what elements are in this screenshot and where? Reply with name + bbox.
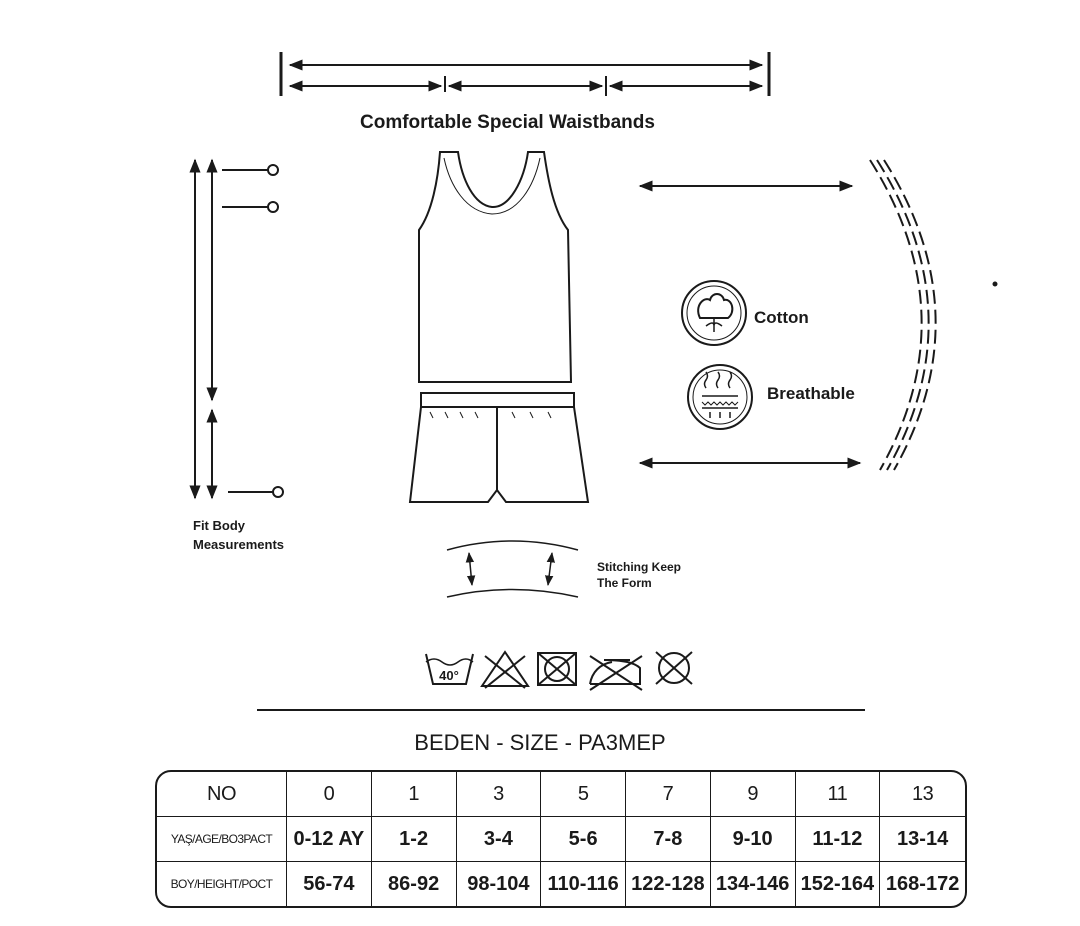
size-table-cell: 7-8: [626, 817, 711, 862]
size-table-cell: 11: [796, 772, 881, 817]
size-table-cell: 152-164: [796, 862, 881, 906]
size-table-row-label: NO: [157, 772, 287, 817]
size-table-cell: 9-10: [711, 817, 796, 862]
waistband-title: Comfortable Special Waistbands: [360, 112, 655, 133]
breathable-icon: [688, 365, 752, 429]
stitching-line2: The Form: [597, 576, 652, 590]
size-table-cell: 134-146: [711, 862, 796, 906]
fit-body-line1: Fit Body: [193, 518, 245, 533]
elastic-arc-lines: [870, 160, 936, 470]
size-table-cell: 98-104: [457, 862, 542, 906]
size-table-cell: 13-14: [880, 817, 965, 862]
size-table: [155, 770, 967, 908]
stitching-label: [597, 559, 681, 591]
stitching-line1: Stitching Keep: [597, 560, 682, 574]
size-table-cell: 5-6: [541, 817, 626, 862]
waistband-dimension-lines: [281, 52, 769, 96]
no-bleach-icon: [482, 652, 528, 688]
size-table-cell: 1-2: [372, 817, 457, 862]
size-table-cell: 122-128: [626, 862, 711, 906]
size-table-age-row: [157, 817, 965, 862]
cotton-icon: [682, 281, 746, 345]
size-table-row-label: YAŞ/AGE/BO3PACT: [157, 817, 287, 862]
no-dry-clean-icon: [656, 652, 692, 684]
size-table-cell: 168-172: [885, 872, 960, 895]
stitching-form-diagram: [447, 541, 578, 597]
size-table-cell: 13: [880, 772, 965, 817]
size-table-cell: 56-74: [287, 862, 372, 906]
size-table-header-row: [157, 772, 965, 817]
size-table-cell: 5: [541, 772, 626, 817]
body-measurement-arrows: [195, 160, 283, 498]
size-table-cell: 3-4: [457, 817, 542, 862]
size-table-cell: 0: [287, 772, 372, 817]
no-iron-icon: [590, 656, 642, 690]
size-table-cell: 86-92: [372, 862, 457, 906]
size-table-cell: 11-12: [796, 817, 881, 862]
size-table-height-row: [157, 862, 965, 906]
shorts-outline: [410, 393, 588, 502]
size-table-row-label: BOY/HEIGHT/POCT: [157, 862, 287, 906]
tank-top-outline: [419, 152, 571, 382]
fit-body-label: [193, 516, 284, 554]
size-table-cell: 7: [626, 772, 711, 817]
cotton-label: Cotton: [754, 308, 809, 327]
size-table-cell: 3: [457, 772, 542, 817]
size-table-cell: 9: [711, 772, 796, 817]
size-table-cell: 0-12 AY: [287, 817, 372, 862]
breathable-label: Breathable: [767, 384, 855, 403]
wash-temp-label: 40°: [439, 668, 459, 683]
size-table-cell: 110-116: [541, 862, 626, 906]
fit-body-line2: Measurements: [193, 537, 285, 552]
size-table-cell: 1: [372, 772, 457, 817]
no-tumble-dry-icon: [538, 653, 576, 685]
size-table-title: BEDEN - SIZE - PA3MEP: [414, 730, 666, 755]
